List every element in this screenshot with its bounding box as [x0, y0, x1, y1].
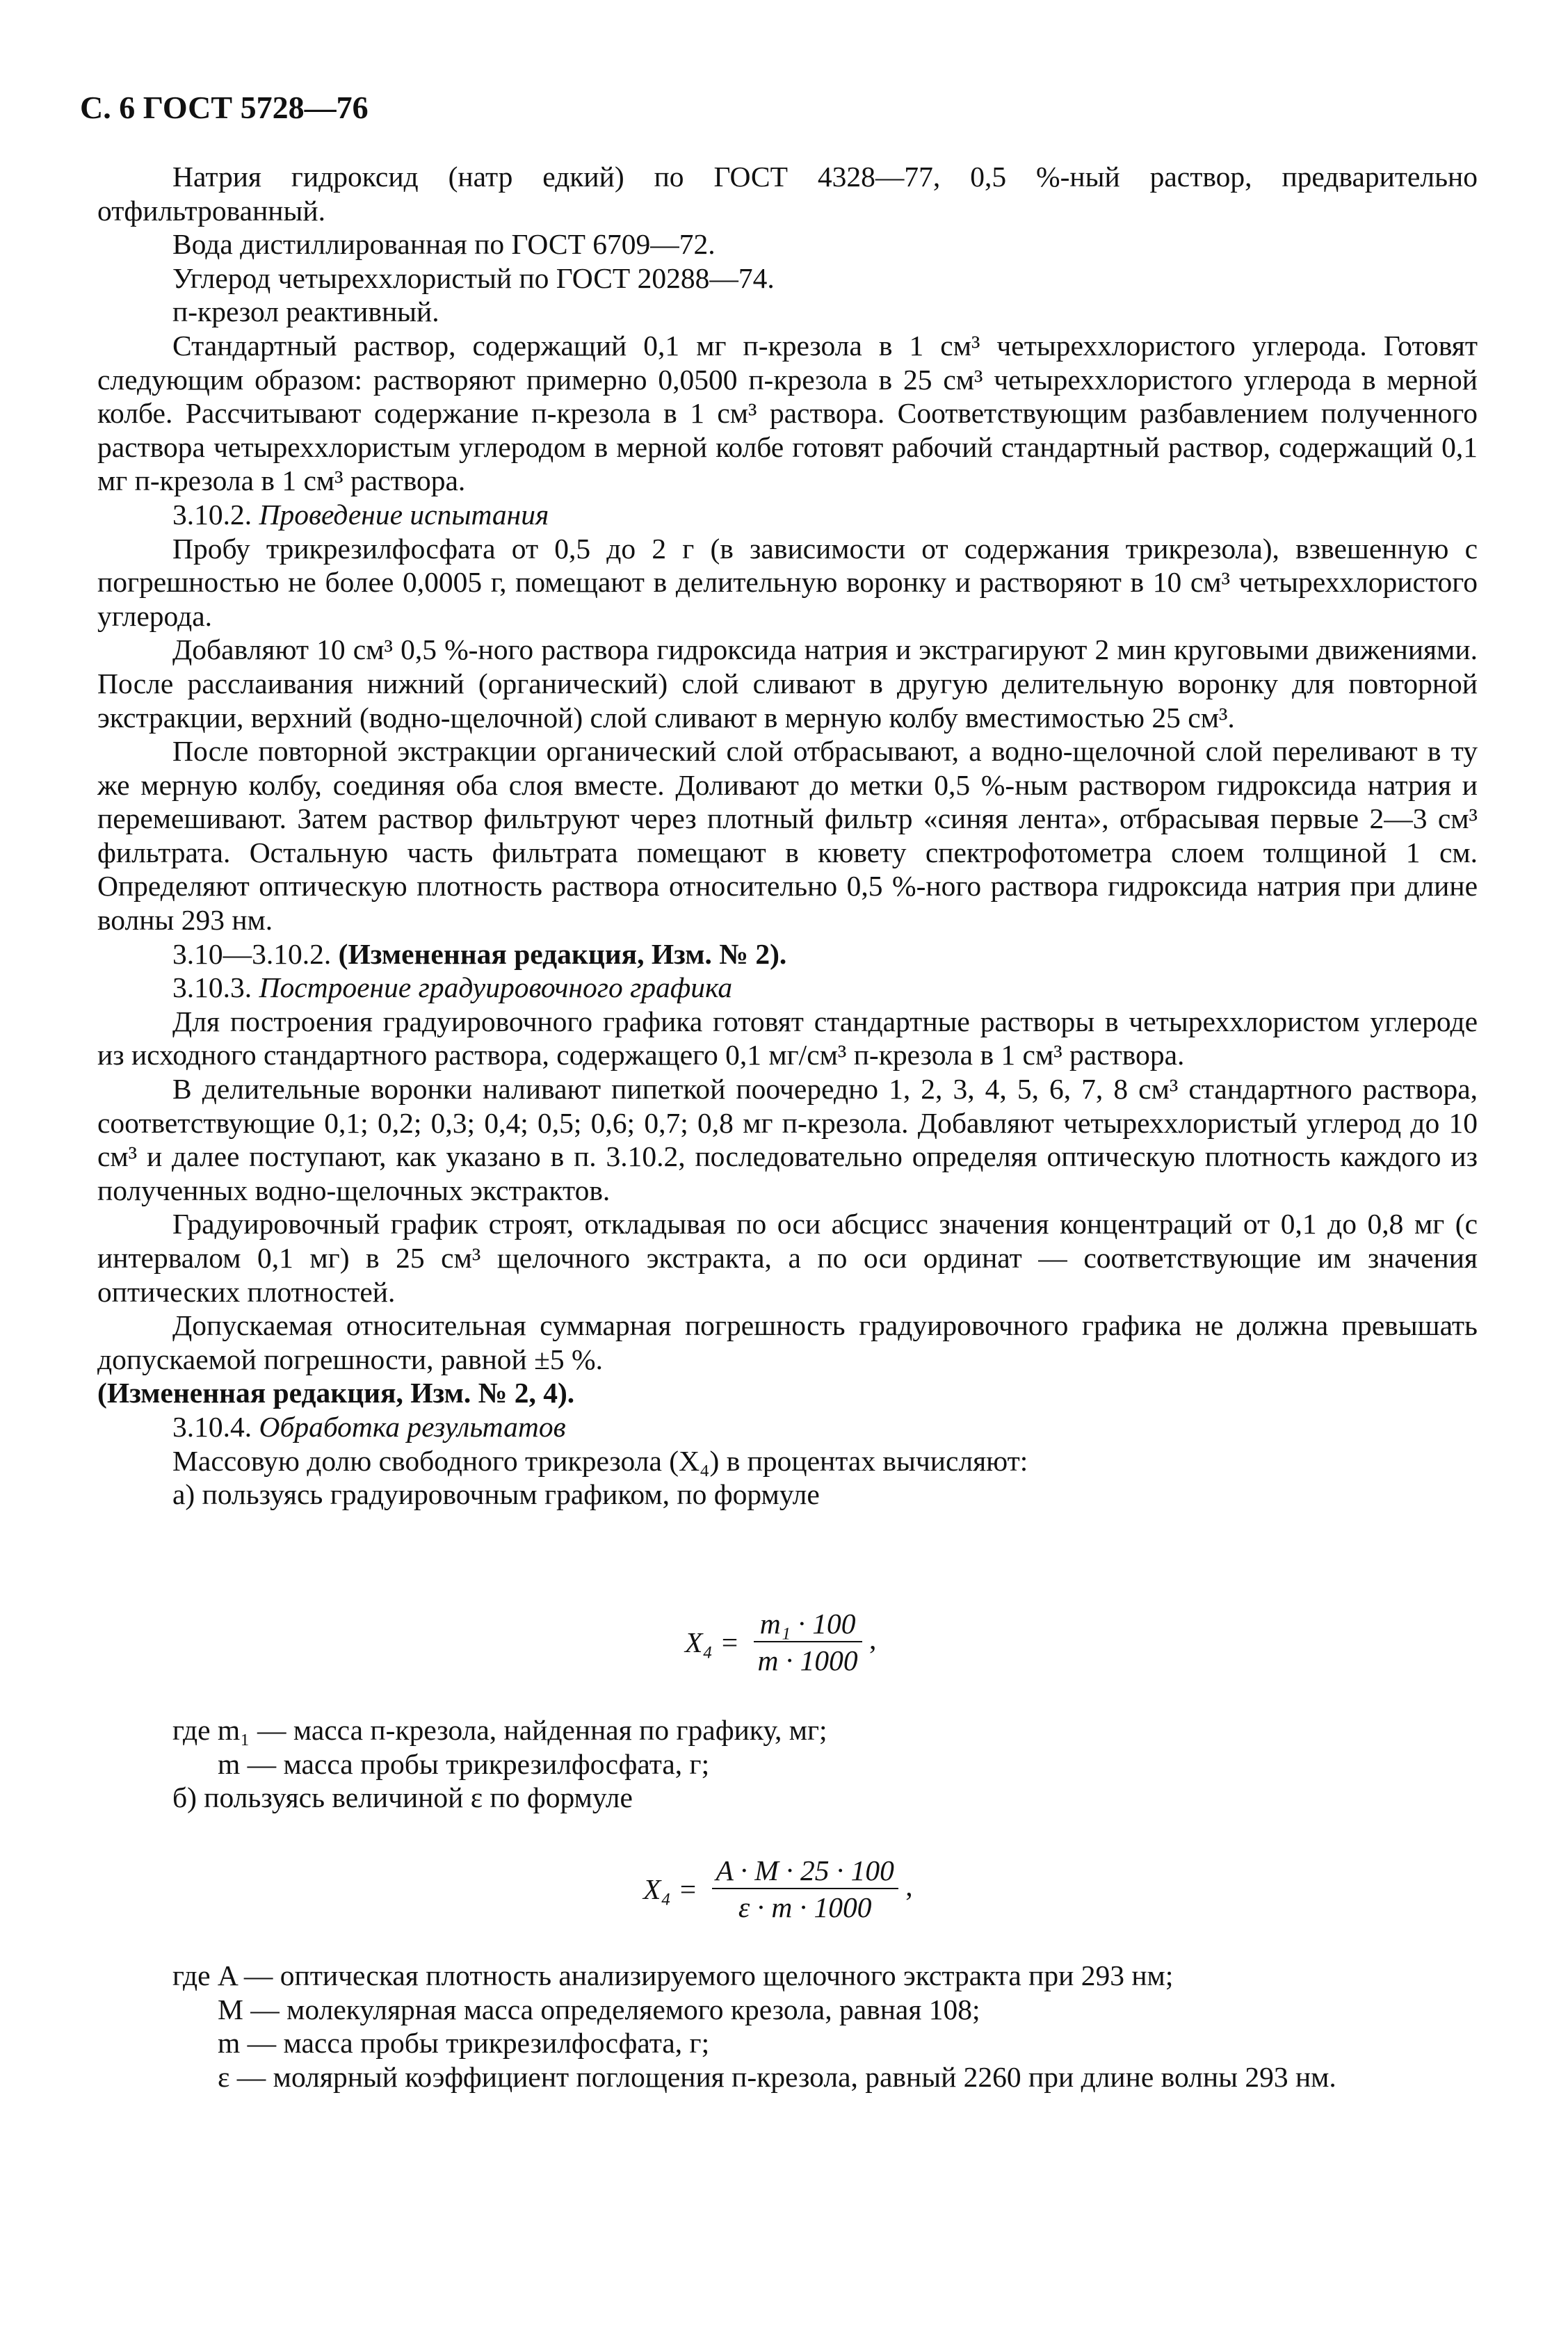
- paragraph: Градуировочный график строят, откладывая по оси абсцисс значения концентраций от 0,1 до 0,8 мг (с интервалом 0,1 мг) в 25 см³ щелочного экстракта, а по оси ординат — соответствующие им значения оптических плотностей.: [97, 1208, 1478, 1308]
- body-text: [97, 160, 1478, 1512]
- section-number: 3.10.3.: [172, 971, 252, 1004]
- definition-line: где m₁ — масса п-крезола, найденная по графику, мг;: [172, 1714, 827, 1746]
- formula-numerator: m₁ · 100: [754, 1606, 862, 1642]
- change-text: (Измененная редакция, Изм. № 2, 4).: [97, 1377, 575, 1409]
- definition-line: m — масса пробы трикрезилфосфата, г;: [218, 1747, 710, 1780]
- formula-denominator: ε · m · 1000: [738, 1891, 872, 1923]
- page-header: С. 6 ГОСТ 5728—76: [80, 90, 369, 125]
- paragraph: Добавляют 10 см³ 0,5 %-ного раствора гидроксида натрия и экстрагируют 2 мин круговыми движениями. После расслаивания нижний (органический) слой сливают в другую делительную воронку для повторной экстракции, верхний (водно-щелочной) слой сливают в мерную колбу вместимостью 25 см³.: [97, 633, 1478, 734]
- section-number: 3.10.4.: [172, 1410, 252, 1443]
- formula-2: [643, 1853, 913, 1925]
- section-heading-3-10-4: [97, 1410, 1478, 1444]
- paragraph: Для построения градуировочного графика готовят стандартные растворы в четыреххлористом углероде из исходного стандартного раствора, содержащего 0,1 мг/см³ п-крезола в 1 см³ раствора.: [97, 1005, 1478, 1072]
- section-heading-3-10-2: [97, 498, 1478, 532]
- section-heading-3-10-3: [97, 971, 1478, 1005]
- formula-lhs: X₄ =: [685, 1626, 740, 1658]
- change-note: [97, 937, 1478, 971]
- formula-tail: ,: [905, 1870, 913, 1902]
- definition-line: m — масса пробы трикрезилфосфата, г;: [218, 2027, 710, 2060]
- formula-lhs: X₄ =: [643, 1873, 698, 1905]
- paragraph: В делительные воронки наливают пипеткой поочередно 1, 2, 3, 4, 5, 6, 7, 8 см³ стандартного раствора, соответствующие 0,1; 0,2; 0,3; 0,4; 0,5; 0,6; 0,7; 0,8 мг п-крезола. Добавляют четыреххлористый углерод до 10 см³ и далее поступают, как указано в п. 3.10.2, последовательно определяя оптическую плотность каждого из полученных водно-щелочных экстрактов.: [97, 1073, 1478, 1206]
- list-item-b: б) пользуясь величиной ε по формуле: [172, 1781, 633, 1814]
- paragraph: После повторной экстракции органический слой отбрасывают, а водно-щелочной слой переливают в ту же мерную колбу, соединяя оба слоя вместе. Доливают до метки 0,5 %-ным раствором гидроксида натрия и перемешивают. Затем раствор фильтруют через плотный фильтр «синяя лента», отбрасывая первые 2—3 см³ фильтрата. Остальную часть фильтрата помещают в кювету спектрофотометра слоем толщиной 1 см. Определяют оптическую плотность раствора относительно 0,5 %-ного раствора гидроксида натрия при длине волны 293 нм.: [97, 735, 1478, 937]
- section-title: Проведение испытания: [259, 498, 549, 531]
- paragraph: Пробу трикрезилфосфата от 0,5 до 2 г (в зависимости от содержания трикрезола), взвешенную с погрешностью не более 0,0005 г, помещают в делительную воронку и растворяют в 10 см³ четыреххлористого углерода.: [97, 532, 1478, 632]
- where-block-1: [172, 1713, 827, 1815]
- paragraph: Углерод четыреххлористый по ГОСТ 20288—74.: [172, 261, 775, 294]
- paragraph: Натрия гидроксид (натр едкий) по ГОСТ 4328—77, 0,5 %-ный раствор, предварительно отфильтрованный.: [97, 161, 1478, 227]
- change-text: (Измененная редакция, Изм. № 2).: [338, 937, 787, 970]
- change-note: [97, 1376, 1478, 1410]
- formula-denominator: m · 1000: [757, 1644, 858, 1676]
- paragraph: Вода дистиллированная по ГОСТ 6709—72.: [172, 228, 716, 261]
- paragraph: Стандартный раствор, содержащий 0,1 мг п-крезола в 1 см³ четыреххлористого углерода. Готовят следующим образом: растворяют примерно 0,0500 п-крезола в 25 см³ четыреххлористого углерода в мерной колбе. Рассчитывают содержание п-крезола в 1 см³ раствора. Соответствующим разбавлением полученного раствора четыреххлористым углеродом в мерной колбе готовят рабочий стандартный раствор, содержащий 0,1 мг п-крезола в 1 см³ раствора.: [97, 329, 1478, 497]
- list-item-a: а) пользуясь градуировочным графиком, по формуле: [172, 1478, 820, 1511]
- formula-tail: ,: [869, 1623, 877, 1656]
- paragraph: Допускаемая относительная суммарная погрешность градуировочного графика не должна превышать допускаемой погрешности, равной ±5 %.: [97, 1309, 1478, 1375]
- section-title: Обработка результатов: [259, 1410, 566, 1443]
- formula-fraction: [754, 1606, 862, 1679]
- change-range: 3.10—3.10.2.: [172, 937, 332, 970]
- definition-line: ε — молярный коэффициент поглощения п-крезола, равный 2260 при длине волны 293 нм.: [218, 2060, 1336, 2093]
- section-number: 3.10.2.: [172, 498, 252, 531]
- definition-line: M — молекулярная масса определяемого крезола, равная 108;: [218, 1993, 980, 2025]
- formula-1: [685, 1606, 876, 1679]
- where-block-2: [172, 1959, 1336, 2094]
- formula-fraction: [712, 1853, 898, 1925]
- paragraph: п-крезол реактивный.: [172, 296, 439, 328]
- formula-numerator: A · M · 25 · 100: [712, 1853, 898, 1889]
- definition-line: где A — оптическая плотность анализируемого щелочного экстракта при 293 нм;: [172, 1959, 1174, 1991]
- paragraph: Массовую долю свободного трикрезола (X₄) в процентах вычисляют:: [172, 1444, 1028, 1477]
- section-title: Построение градуировочного графика: [259, 971, 733, 1004]
